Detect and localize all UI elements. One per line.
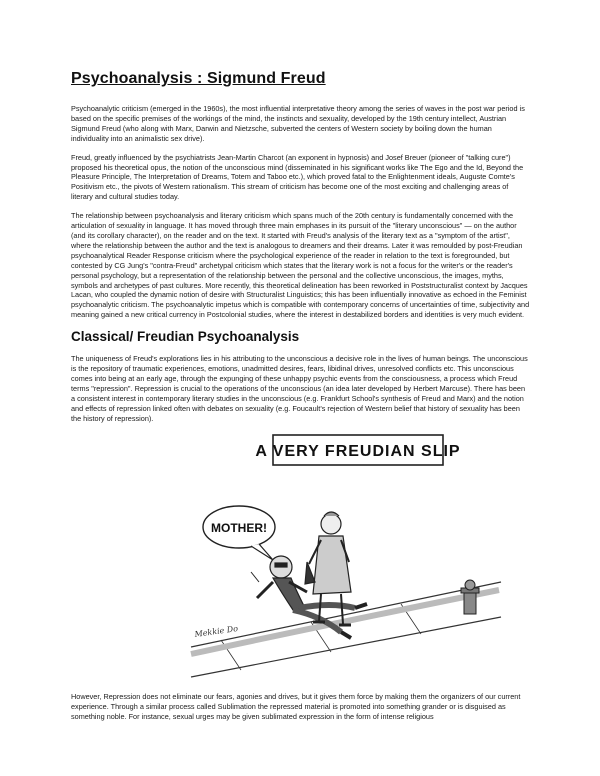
paragraph-intro: Psychoanalytic criticism (emerged in the 1960s), the most influential interpretative theory among the series of waves in the post war period is based on the specific premises of the workings of the mind, the instincts and sexuality, developed by the 19th century intellect, Austrian Sigmund Freud (who along with Marx, Darwin and Nietzsche, subverted the centers of Western society by boiling down the human individuality into an animalistic sex drive).: [71, 104, 525, 143]
paragraph-literary-criticism: The relationship between psychoanalysis and literary criticism which spans much of the 20th century is fundamentally concerned with the articulation of sexuality in language. It has moved through three main emphases in its pursuit of the "literary unconscious" — on the author (and its corollary character), on the reader and on the text. It started with Freud's analysis of the literary text as a "symptom of the artist", where the relationship between the author and the text is analogous to dreamers and their dreams. Later it was remoulded by post-Freudian psychoanalytical Reader Response criticism where the psychological experience of the reader in relation to the text is foregrounded, but contested by CG Jung's "contra-Freud" archetypal criticism which states that the literary work is not a focus for the writer's or the reader's personal psychology, but a representation of the relationship between the personal and the collective unconscious, the images, myths, symbols and archetypes of past cultures. More recently, this theoretical delineation has been reworked in Poststructuralist context by Jacques Lacan, who coupled the dynamic notion of desire with Structuralist Linguistics; this has been influentially innovative as echoed in the Feminist psychoanalytic criticism. The psychoanalytic impetus which is compatible with contemporary concerns of uncertainties of time, subjectivity and meaning gained a new critical currency in Postcolonial studies, where the interest in destabilized borders and identities is very much evident.: [71, 211, 530, 320]
paragraph-freud-influences: Freud, greatly influenced by the psychiatrists Jean-Martin Charcot (an exponent in hypnosis) and Josef Breuer (pioneer of "talking cure") proposed his theoretical opus, the notion of the unconscious mind (disseminated in his significant works like The Ego and the Id, Beyond the Pleasure Principle, The Interpretation of Dreams, Totem and Taboo etc.), which proved fatal to the Enlightenment ideals, Auguste Comte's Positivism etc., the pivots of Western rationalism. This stream of criticism has become one of the most exciting and challenging areas of literary and cultural studies today.: [71, 152, 524, 202]
paragraph-repression: The uniqueness of Freud's explorations lies in his attributing to the unconscious a decisive role in the lives of human beings. The unconscious is the repository of traumatic experiences, emotions, unadmitted desires, fears, libidinal drives, unresolved conflicts etc. This unconscious comes into being at an early age, through the expunging of these unhappy psychic events from the consciousness, a process which Freud terms "repression". Repression is crucial to the operations of the unconscious (an idea later developed by Herbert Marcuse). There has been a consistent interest in contemporary literary studies in the unconscious (e.g. Frankfurt School's synthesis of Freud and Marx) and the notion and effects of repression linked often with debates on sexuality (e.g. Foucault's rejection of Western belief that history of sexuality has been the history of repression).: [71, 354, 528, 423]
fire-hydrant-illustration: [461, 580, 479, 614]
speech-bubble: [203, 506, 275, 560]
cartoon-caption: A VERY FREUDIAN SLIP: [255, 443, 461, 461]
cartoon-caption-box: [255, 435, 460, 465]
document-body: [71, 70, 531, 731]
cartoon-signature: Mekkie Do: [194, 624, 239, 640]
section-heading: Classical/ Freudian Psychoanalysis: [71, 329, 300, 345]
freudian-slip-cartoon: [181, 432, 511, 682]
speech-bubble-text: MOTHER!: [211, 521, 267, 536]
paragraph-sublimation: However, Repression does not eliminate our fears, agonies and drives, but it gives them force by making them the organizers of our current experience. Through a similar process called Sublimation the repressed material is promoted into something grander or is disguised as something noble. For instance, sexual urges may be given sublimated expression in the form of intense religious: [71, 692, 521, 722]
page-title: Psychoanalysis : Sigmund Freud: [71, 70, 326, 87]
